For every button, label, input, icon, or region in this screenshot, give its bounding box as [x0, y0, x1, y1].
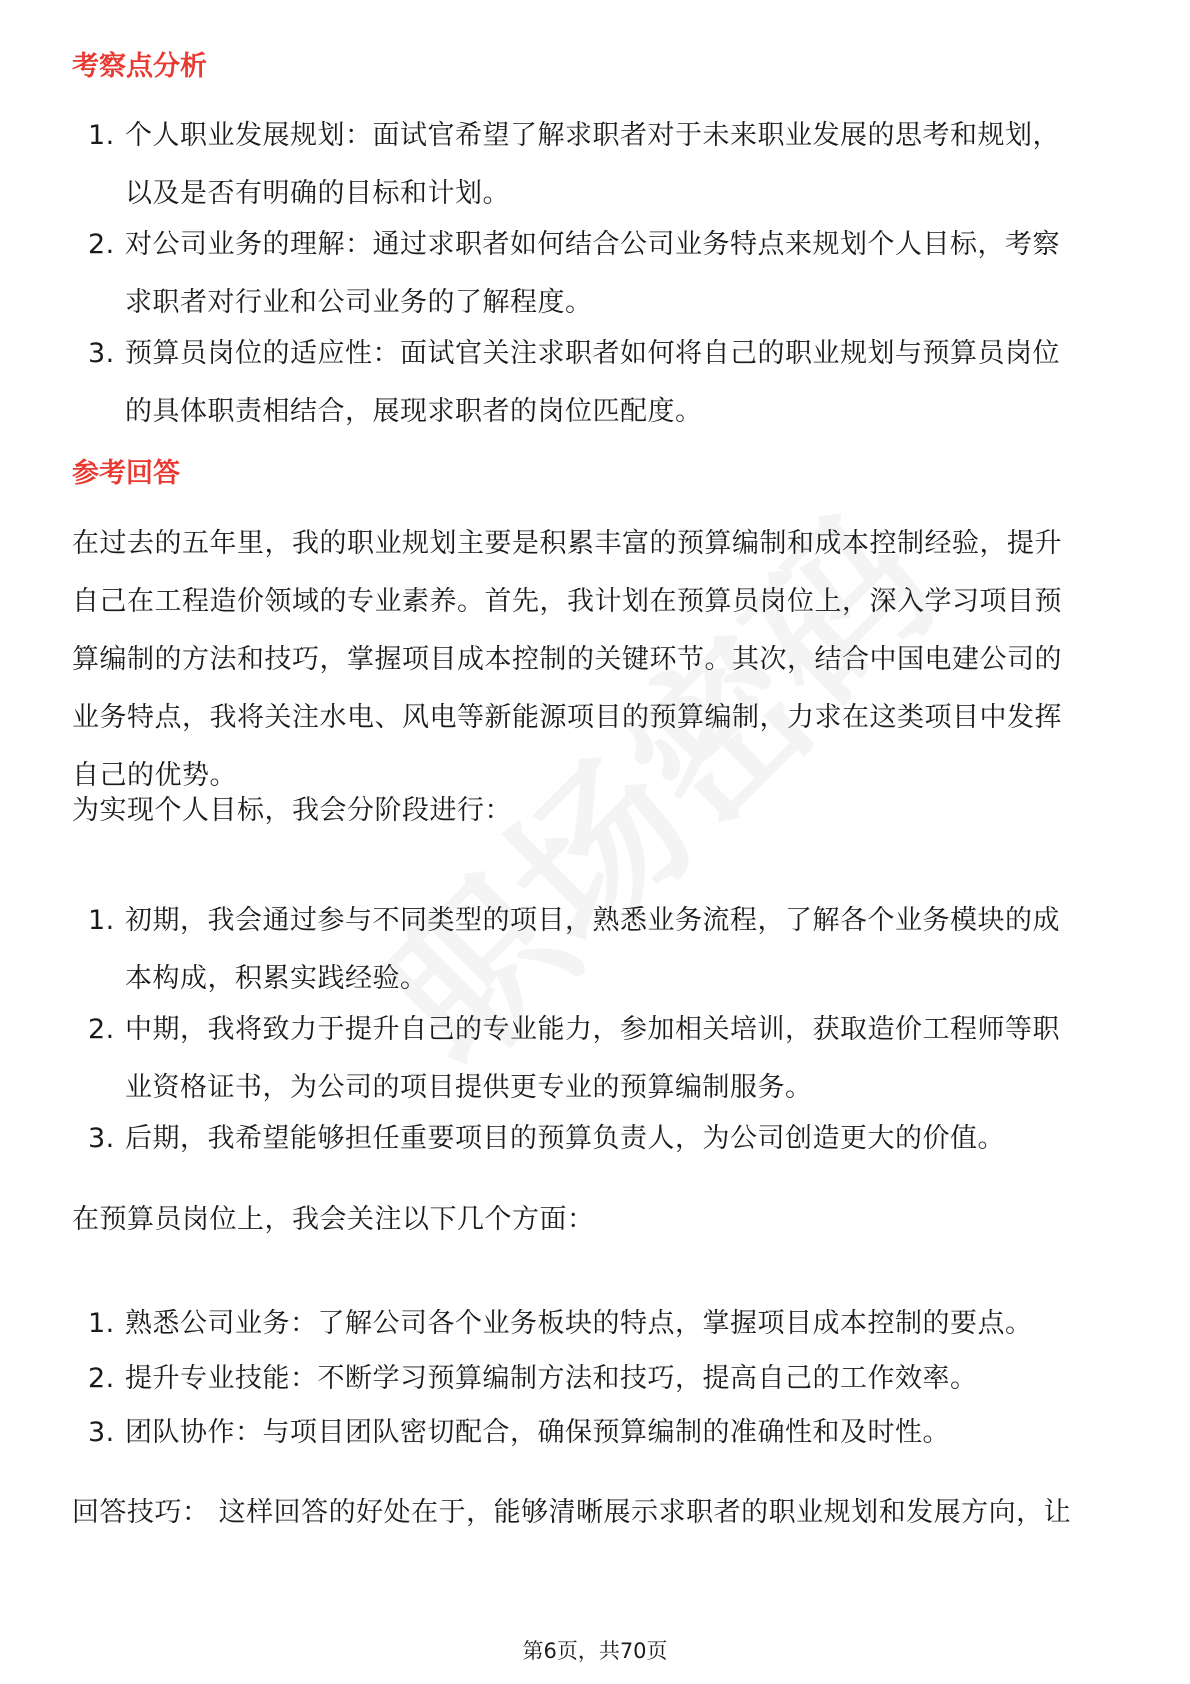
- list-item-line: 团队协作：与项目团队密切配合，确保预算编制的准确性和及时性。: [125, 1417, 950, 1448]
- list-number: 1.: [88, 120, 115, 151]
- analysis-item-3: [72, 325, 1118, 441]
- paragraph-line: 在预算员岗位上，我会关注以下几个方面：: [72, 1204, 595, 1235]
- list-number: 3.: [88, 1123, 115, 1154]
- stages-intro: [72, 782, 1118, 840]
- list-item-line: 业资格证书，为公司的项目提供更专业的预算编制服务。: [125, 1072, 813, 1103]
- paragraph-line: 回答技巧： 这样回答的好处在于，能够清晰展示求职者的职业规划和发展方向，让: [72, 1497, 1072, 1528]
- analysis-item-2: [72, 216, 1118, 332]
- paragraph-line: 自己在工程造价领域的专业素养。首先，我计划在预算员岗位上，深入学习项目预: [72, 586, 1062, 617]
- list-item-line: 熟悉公司业务：了解公司各个业务板块的特点，掌握项目成本控制的要点。: [125, 1308, 1033, 1339]
- focus-intro: [72, 1191, 1118, 1249]
- section-title-analysis: 考察点分析: [72, 51, 207, 82]
- analysis-item-1: [72, 107, 1118, 223]
- stage-item-2: [72, 1001, 1118, 1117]
- paragraph-line: 在过去的五年里，我的职业规划主要是积累丰富的预算编制和成本控制经验，提升: [72, 528, 1062, 559]
- list-item-line: 中期，我将致力于提升自己的专业能力，参加相关培训，获取造价工程师等职: [125, 1014, 1060, 1045]
- paragraph-line: 自己的优势。: [72, 760, 237, 791]
- paragraph-line: 算编制的方法和技巧，掌握项目成本控制的关键环节。其次，结合中国电建公司的: [72, 644, 1062, 675]
- list-number: 2.: [88, 229, 115, 260]
- list-number: 1.: [88, 1308, 115, 1339]
- list-item-line: 求职者对行业和公司业务的了解程度。: [125, 287, 593, 318]
- paragraph-line: 业务特点，我将关注水电、风电等新能源项目的预算编制，力求在这类项目中发挥: [72, 702, 1062, 733]
- list-item-line: 本构成，积累实践经验。: [125, 963, 428, 994]
- list-item-line: 个人职业发展规划：面试官希望了解求职者对于未来职业发展的思考和规划，: [125, 120, 1060, 151]
- section-title-answer: 参考回答: [72, 458, 180, 489]
- paragraph-line: 为实现个人目标，我会分阶段进行：: [72, 795, 512, 826]
- list-item-line: 提升专业技能：不断学习预算编制方法和技巧，提高自己的工作效率。: [125, 1363, 978, 1394]
- list-item-line: 以及是否有明确的目标和计划。: [125, 178, 510, 209]
- page-footer: 第6页，共70页: [522, 1639, 668, 1663]
- list-number: 2.: [88, 1363, 115, 1394]
- list-item-line: 预算员岗位的适应性：面试官关注求职者如何将自己的职业规划与预算员岗位: [125, 338, 1060, 369]
- list-number: 3.: [88, 1417, 115, 1448]
- focus-item-3: [72, 1404, 1118, 1462]
- list-number: 1.: [88, 905, 115, 936]
- stage-item-3: [72, 1110, 1118, 1168]
- answer-intro-paragraph: [72, 515, 1118, 805]
- stage-item-1: [72, 892, 1118, 1008]
- list-item-line: 的具体职责相结合，展现求职者的岗位匹配度。: [125, 396, 703, 427]
- list-item-line: 对公司业务的理解：通过求职者如何结合公司业务特点来规划个人目标，考察: [125, 229, 1060, 260]
- focus-item-2: [72, 1350, 1118, 1408]
- list-item-line: 初期，我会通过参与不同类型的项目，熟悉业务流程，了解各个业务模块的成: [125, 905, 1060, 936]
- list-number: 2.: [88, 1014, 115, 1045]
- list-item-line: 后期，我希望能够担任重要项目的预算负责人，为公司创造更大的价值。: [125, 1123, 1005, 1154]
- list-number: 3.: [88, 338, 115, 369]
- focus-item-1: [72, 1295, 1118, 1353]
- answer-tips: [72, 1484, 1118, 1542]
